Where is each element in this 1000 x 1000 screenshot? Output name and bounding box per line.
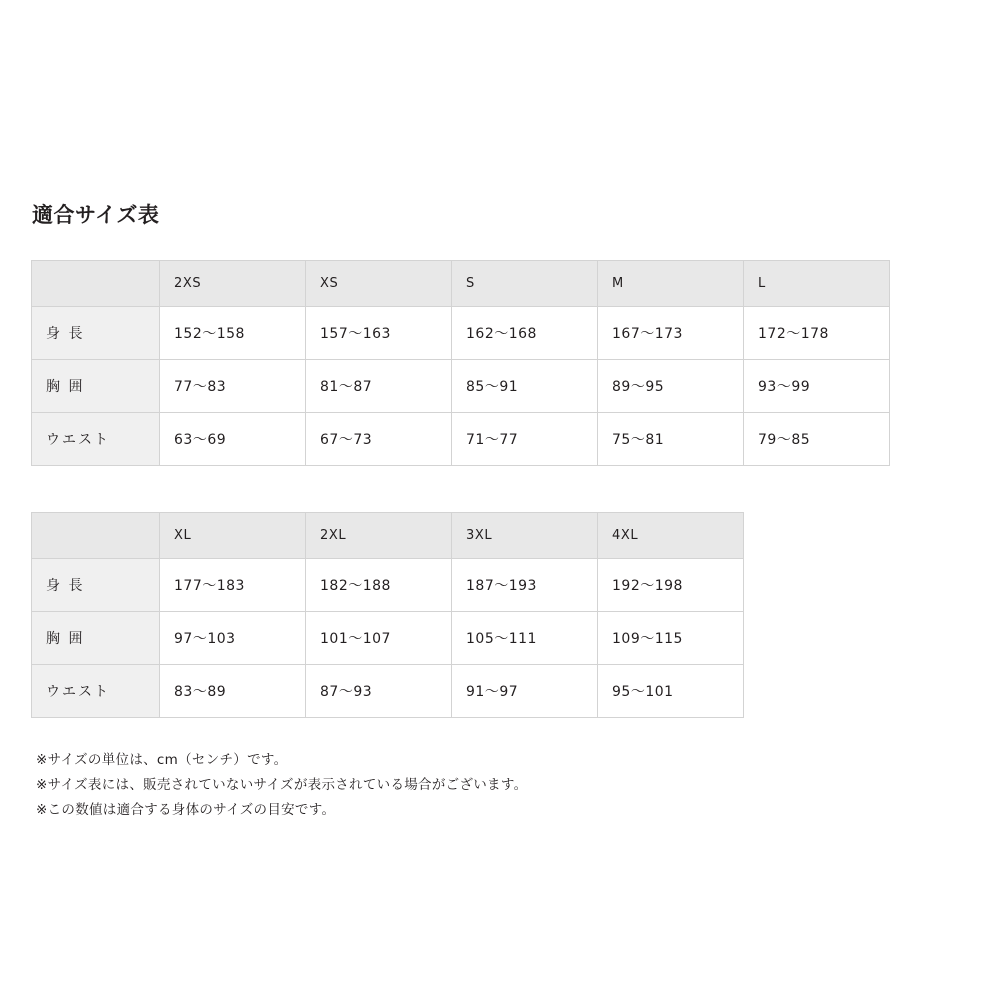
row-label: 身 長 (32, 559, 160, 612)
table-row (32, 307, 890, 360)
table-cell: 101〜107 (306, 612, 452, 665)
table-cell: 192〜198 (598, 559, 744, 612)
note-line: ※この数値は適合する身体のサイズの目安です。 (36, 801, 336, 818)
column-header: 4XL (598, 513, 744, 559)
table-row (32, 612, 744, 665)
table-row (32, 665, 744, 718)
row-label: 胸 囲 (32, 360, 160, 413)
table-cell: 157〜163 (306, 307, 452, 360)
table-corner-cell (32, 513, 160, 559)
column-header: L (744, 261, 890, 307)
table-cell: 162〜168 (452, 307, 598, 360)
notes-block (36, 748, 527, 823)
column-header: 2XS (160, 261, 306, 307)
table-cell: 91〜97 (452, 665, 598, 718)
note-line: ※サイズの単位は、cm（センチ）です。 (36, 752, 288, 768)
row-label: 胸 囲 (32, 612, 160, 665)
note-line: ※サイズ表には、販売されていないサイズが表示されている場合がございます。 (36, 776, 528, 793)
table-cell: 83〜89 (160, 665, 306, 718)
table-cell: 152〜158 (160, 307, 306, 360)
column-header: XS (306, 261, 452, 307)
size-table-large (31, 512, 744, 718)
table-cell: 93〜99 (744, 360, 890, 413)
column-header: 2XL (306, 513, 452, 559)
table-cell: 172〜178 (744, 307, 890, 360)
table-cell: 105〜111 (452, 612, 598, 665)
table-cell: 89〜95 (598, 360, 744, 413)
table-row (32, 413, 890, 466)
size-table-small (31, 260, 890, 466)
table-header-row (32, 261, 890, 307)
row-label: ウエスト (32, 665, 160, 718)
table-corner-cell (32, 261, 160, 307)
table-cell: 182〜188 (306, 559, 452, 612)
table-header-row (32, 513, 744, 559)
table-cell: 67〜73 (306, 413, 452, 466)
page-title: 適合サイズ表 (32, 203, 160, 228)
table-cell: 71〜77 (452, 413, 598, 466)
column-header: S (452, 261, 598, 307)
row-label: ウエスト (32, 413, 160, 466)
table-cell: 87〜93 (306, 665, 452, 718)
table-cell: 81〜87 (306, 360, 452, 413)
table-cell: 75〜81 (598, 413, 744, 466)
column-header: M (598, 261, 744, 307)
table-cell: 109〜115 (598, 612, 744, 665)
table-cell: 95〜101 (598, 665, 744, 718)
table-cell: 77〜83 (160, 360, 306, 413)
row-label: 身 長 (32, 307, 160, 360)
table-cell: 97〜103 (160, 612, 306, 665)
table-cell: 79〜85 (744, 413, 890, 466)
column-header: XL (160, 513, 306, 559)
column-header: 3XL (452, 513, 598, 559)
table-cell: 85〜91 (452, 360, 598, 413)
table-row (32, 360, 890, 413)
table-cell: 167〜173 (598, 307, 744, 360)
table-cell: 177〜183 (160, 559, 306, 612)
table-cell: 187〜193 (452, 559, 598, 612)
table-cell: 63〜69 (160, 413, 306, 466)
table-row (32, 559, 744, 612)
